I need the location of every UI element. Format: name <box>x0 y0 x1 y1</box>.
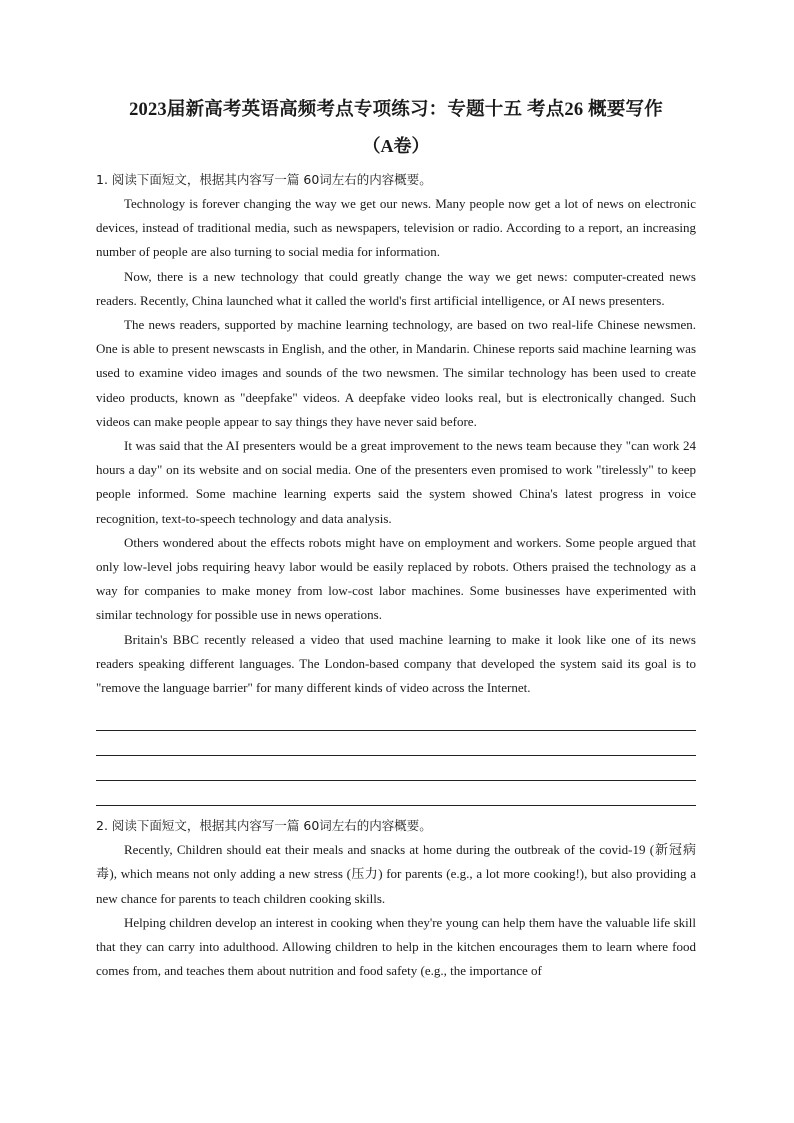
question-2 <box>96 814 696 983</box>
question-2-paragraph: Recently, Children should eat their meals and snacks at home during the outbreak of the covid-19 (新冠病毒), which means not only adding a new stress (压力) for parents (e.g., a lot more cooking!), but also providing a new chance for parents to teach children cooking skills. <box>96 842 696 906</box>
answer-line[interactable] <box>96 731 696 756</box>
question-1-paragraph: Others wondered about the effects robots might have on employment and workers. Some people argued that only low-level jobs requiring heavy labor would be easily replaced by robots. Others praised the technology as a way for companies to make money from low-cost labor machines. Some businesses have experimented with similar technology for possible use in news operations. <box>96 534 696 623</box>
question-1-paragraph: Britain's BBC recently released a video that used machine learning to make it look like one of its news readers speaking different languages. The London-based company that developed the system said its goal is to "remove the language barrier" for many different kinds of video across the Internet. <box>96 631 696 696</box>
question-1-instruction: 1. 阅读下面短文，根据其内容写一篇 60词左右的内容概要。 <box>96 172 432 187</box>
question-2-instruction: 2. 阅读下面短文，根据其内容写一篇 60词左右的内容概要。 <box>96 818 432 834</box>
answer-lines[interactable] <box>96 706 696 806</box>
question-1-paragraph: Now, there is a new technology that could greatly change the way we get news: computer-created news readers. Recently, China launched what it called the world's first artificial intelligence, or AI news presenters. <box>96 268 696 308</box>
question-1 <box>96 168 696 806</box>
page-subtitle: （A卷） <box>362 136 430 156</box>
document-page <box>96 92 696 983</box>
answer-line[interactable] <box>96 756 696 781</box>
page-title: 2023届新高考英语高频考点专项练习：专题十五 考点26 概要写作 <box>129 100 663 120</box>
answer-line[interactable] <box>96 706 696 731</box>
answer-line[interactable] <box>96 781 696 806</box>
question-1-paragraph: The news readers, supported by machine learning technology, are based on two real-life Chinese newsmen. One is able to present newscasts in English, and the other, in Mandarin. Chinese reports said machine learning was used to examine video images and sounds of the two newsmen. The similar technology has been used to create video products, known as "deepfake" videos. A deepfake video looks real, but is electronically changed. Such videos can make people appear to say things they have never said before. <box>96 317 696 429</box>
question-2-paragraph: Helping children develop an interest in cooking when they're young can help them have the valuable life skill that they can carry into adulthood. Allowing children to help in the kitchen encourages them to learn where food comes from, and teaches them about nutrition and food safety (e.g., the importance of <box>96 914 696 979</box>
question-1-paragraph: It was said that the AI presenters would be a great improvement to the news team because they "can work 24 hours a day" on its website and on social media. One of the presenters even promised to work "tirelessly" to keep people informed. Some machine learning experts said the system showed China's latest progress in voice recognition, text-to-speech technology and data analysis. <box>96 438 696 526</box>
question-1-paragraph: Technology is forever changing the way we get our news. Many people now get a lot of news on electronic devices, instead of traditional media, such as newspapers, television or radio. According to a report, an increasing number of people are also turning to social media for information. <box>96 196 696 260</box>
